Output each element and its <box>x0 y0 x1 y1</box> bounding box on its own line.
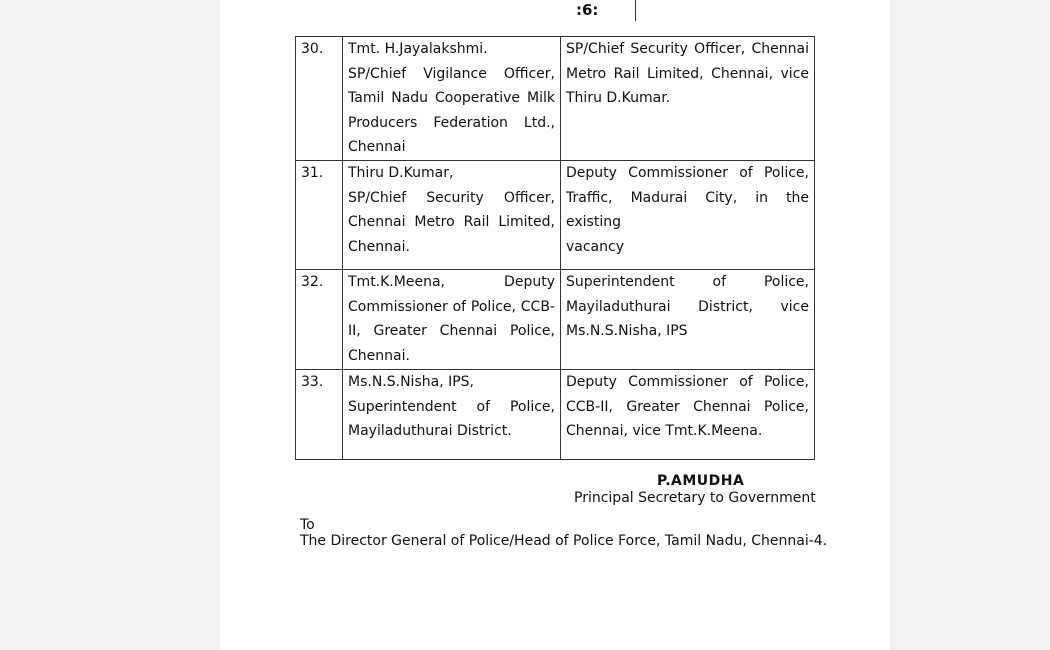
row-number: 32. <box>296 270 343 370</box>
posting-line: Traffic, Madurai City, in the existing <box>566 189 809 231</box>
posting-line: SP/Chief Vigilance Officer, <box>348 65 555 82</box>
posting-line: Producers Federation Ltd., <box>348 114 555 131</box>
posting-line: Deputy Commissioner of Police, <box>566 374 809 390</box>
posting-line: Mayiladuthurai District. <box>348 423 512 440</box>
posting-line: Ms.N.S.Nisha, IPS <box>566 323 688 340</box>
officer-current-posting <box>343 270 561 370</box>
posting-line: CCB-II, Greater Chennai Police, <box>566 398 809 415</box>
posting-line: Thiru D.Kumar. <box>566 90 671 107</box>
posting-line: II, Greater Chennai Police, <box>348 323 555 340</box>
signatory-name: P.AMUDHA <box>657 473 745 489</box>
officer-new-posting <box>561 370 815 460</box>
officer-new-posting <box>561 270 815 370</box>
page-number-divider <box>635 0 636 21</box>
posting-line: Tmt.K.Meena, Deputy <box>348 274 555 290</box>
row-number: 31. <box>296 161 343 270</box>
recipient-label: To <box>300 517 315 533</box>
posting-line: Chennai. <box>348 238 410 255</box>
officer-current-posting <box>343 37 561 161</box>
officer-current-posting <box>343 370 561 460</box>
posting-line: Deputy Commissioner of Police, <box>566 165 809 181</box>
posting-line: Tamil Nadu Cooperative Milk <box>348 90 555 107</box>
posting-line: Chennai, vice Tmt.K.Meena. <box>566 423 763 440</box>
posting-line: vacancy <box>566 238 624 255</box>
table-row <box>296 161 815 270</box>
posting-line: Ms.N.S.Nisha, IPS, <box>348 374 474 390</box>
posting-line: SP/Chief Security Officer, <box>348 189 555 206</box>
table-row <box>296 270 815 370</box>
posting-line: Mayiladuthurai District, vice <box>566 298 809 315</box>
officer-new-posting <box>561 161 815 270</box>
posting-line: Commissioner of Police, CCB- <box>348 298 555 315</box>
signatory-title: Principal Secretary to Government <box>574 490 816 506</box>
table-row <box>296 37 815 161</box>
posting-line: Chennai. <box>348 347 410 364</box>
officer-current-posting <box>343 161 561 270</box>
posting-line: Chennai Metro Rail Limited, <box>348 214 555 231</box>
posting-line: Superintendent of Police, <box>566 274 809 290</box>
row-number: 30. <box>296 37 343 161</box>
officer-new-posting <box>561 37 815 161</box>
posting-line: Tmt. H.Jayalakshmi. <box>348 41 488 57</box>
posting-line: Metro Rail Limited, Chennai, vice <box>566 65 809 82</box>
posting-line: SP/Chief Security Officer, Chennai <box>566 41 809 57</box>
recipient-address: The Director General of Police/Head of Police Force, Tamil Nadu, Chennai-4. <box>300 533 828 549</box>
row-number: 33. <box>296 370 343 460</box>
page-number: :6: <box>576 1 599 19</box>
posting-line: Superintendent of Police, <box>348 398 555 415</box>
transfer-orders-table <box>295 36 815 460</box>
posting-line: Thiru D.Kumar, <box>348 165 454 181</box>
posting-line: Chennai <box>348 139 406 156</box>
table-row <box>296 370 815 460</box>
